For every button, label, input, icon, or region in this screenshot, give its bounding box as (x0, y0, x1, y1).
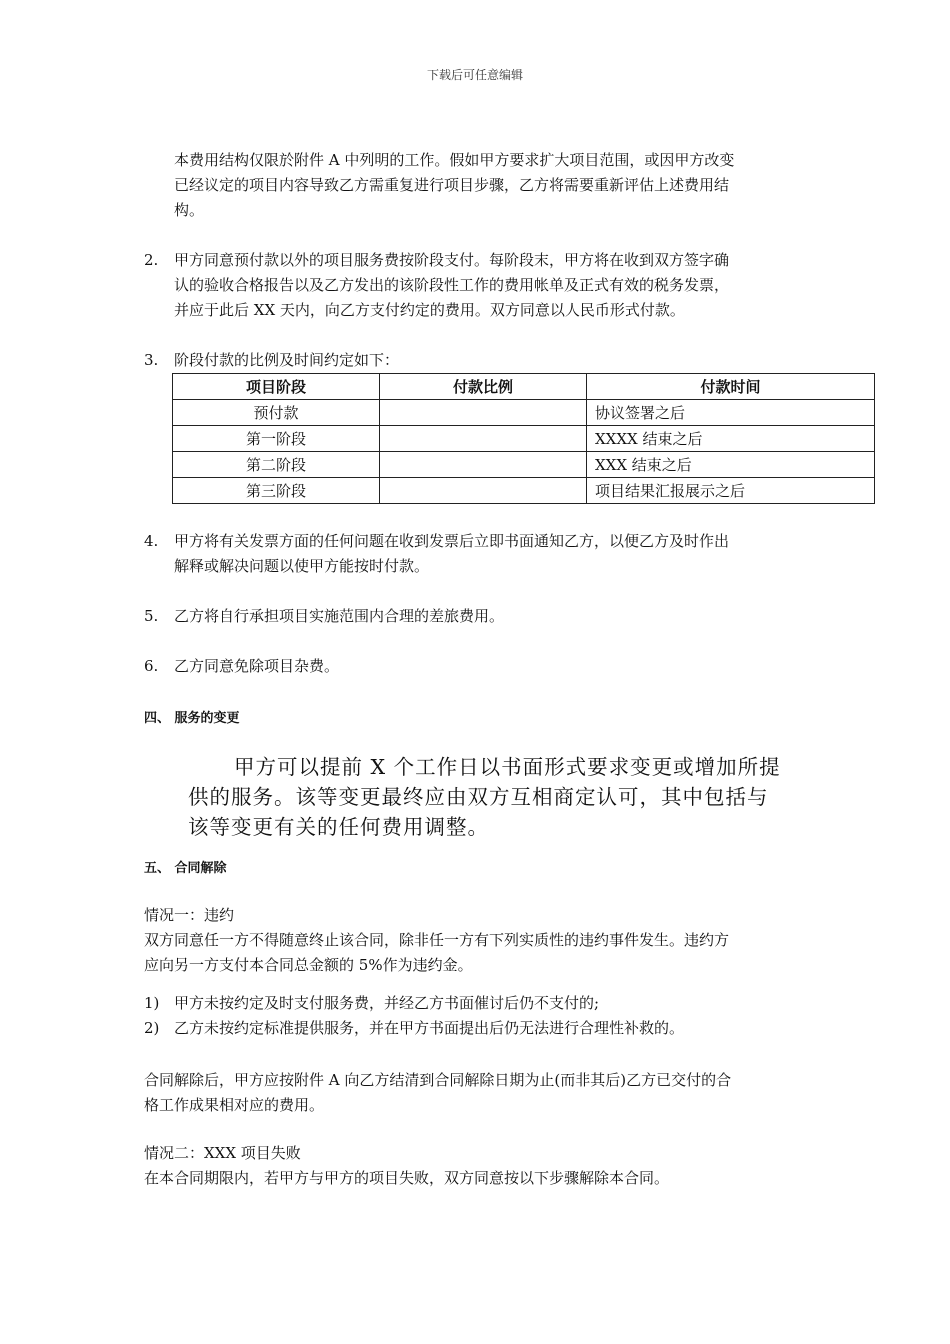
text-line: 构。 (174, 201, 205, 219)
list-number: 2) (144, 1019, 160, 1037)
text-line: 并应于此后 XX 天内，向乙方支付约定的费用。双方同意以人民币形式付款。 (174, 301, 685, 319)
table-cell: 项目结果汇报展示之后 (587, 478, 875, 504)
table-cell (380, 426, 587, 452)
item-5-text: 乙方将自行承担项目实施范围内合理的差旅费用。 (174, 607, 505, 625)
item-number: 4. (144, 532, 159, 550)
text-line: 甲方可以提前 X 个工作日以书面形式要求变更或增加所提 (234, 755, 781, 779)
text-line: 格工作成果相对应的费用。 (144, 1096, 325, 1114)
item-4-paragraph (174, 529, 834, 579)
text-line: 合同解除后，甲方应按附件 A 向乙方结清到合同解除日期为止(而非其后)乙方已交付的合 (144, 1071, 732, 1089)
list-item: 甲方未按约定及时支付服务费，并经乙方书面催讨后仍不支付的; (174, 994, 600, 1012)
item-3-text: 阶段付款的比例及时间约定如下： (174, 351, 400, 369)
item-number: 2. (144, 251, 159, 269)
text-line: 甲方将有关发票方面的任何问题在收到发票后立即书面通知乙方，以便乙方及时作出 (174, 532, 730, 550)
table-cell: 协议签署之后 (587, 400, 875, 426)
table-cell (380, 400, 587, 426)
header-cell: 付款比例 (380, 374, 587, 400)
table-cell: 第一阶段 (173, 426, 380, 452)
table-cell (380, 452, 587, 478)
item-2-paragraph (174, 248, 834, 323)
item-number: 3. (144, 351, 159, 369)
text-line: 甲方同意预付款以外的项目服务费按阶段支付。每阶段末，甲方将在收到双方签字确 (174, 251, 730, 269)
payment-table (172, 373, 875, 504)
intro-paragraph (174, 148, 834, 223)
section-heading: 五、 合同解除 (144, 861, 227, 876)
case-2-text: 在本合同期限内，若甲方与甲方的项目失败，双方同意按以下步骤解除本合同。 (144, 1169, 670, 1187)
section-4-paragraph (188, 752, 828, 842)
text-line: 该等变更有关的任何费用调整。 (188, 815, 489, 839)
text-line: 双方同意任一方不得随意终止该合同，除非任一方有下列实质性的违约事件发生。违约方 (144, 931, 730, 949)
table-cell: XXXX 结束之后 (587, 426, 875, 452)
table-row (173, 452, 875, 478)
table-cell (380, 478, 587, 504)
table-row (173, 478, 875, 504)
table-cell: 预付款 (173, 400, 380, 426)
table-row (173, 400, 875, 426)
table-cell: XXX 结束之后 (587, 452, 875, 478)
list-item: 乙方未按约定标准提供服务，并在甲方书面提出后仍无法进行合理性补救的。 (174, 1019, 685, 1037)
table-row (173, 426, 875, 452)
text-line: 认的验收合格报告以及乙方发出的该阶段性工作的费用帐单及正式有效的税务发票， (174, 276, 730, 294)
text-line: 解释或解决问题以使甲方能按时付款。 (174, 557, 430, 575)
text-line: 已经议定的项目内容导致乙方需重复进行项目步骤，乙方将需要重新评估上述费用结 (174, 176, 730, 194)
text-line: 本费用结构仅限於附件 A 中列明的工作。假如甲方要求扩大项目范围，或因甲方改变 (174, 151, 735, 169)
item-6-text: 乙方同意免除项目杂费。 (174, 657, 340, 675)
table-cell: 第二阶段 (173, 452, 380, 478)
table-header-row (173, 374, 875, 400)
table-cell: 第三阶段 (173, 478, 380, 504)
text-line: 供的服务。该等变更最终应由双方互相商定认可，其中包括与 (188, 785, 769, 809)
text-line: 应向另一方支付本合同总金额的 5%作为违约金。 (144, 956, 473, 974)
item-number: 6. (144, 657, 159, 675)
case-1-paragraph (144, 928, 824, 978)
header-cell: 项目阶段 (173, 374, 380, 400)
termination-paragraph (144, 1068, 824, 1118)
header-cell: 付款时间 (587, 374, 875, 400)
case-1-title: 情况一：违约 (144, 906, 235, 924)
page-header: 下载后可任意编辑 (426, 68, 523, 82)
item-number: 5. (144, 607, 159, 625)
section-heading: 四、 服务的变更 (144, 711, 240, 726)
list-number: 1) (144, 994, 160, 1012)
case-2-title: 情况二：XXX 项目失败 (144, 1144, 301, 1162)
